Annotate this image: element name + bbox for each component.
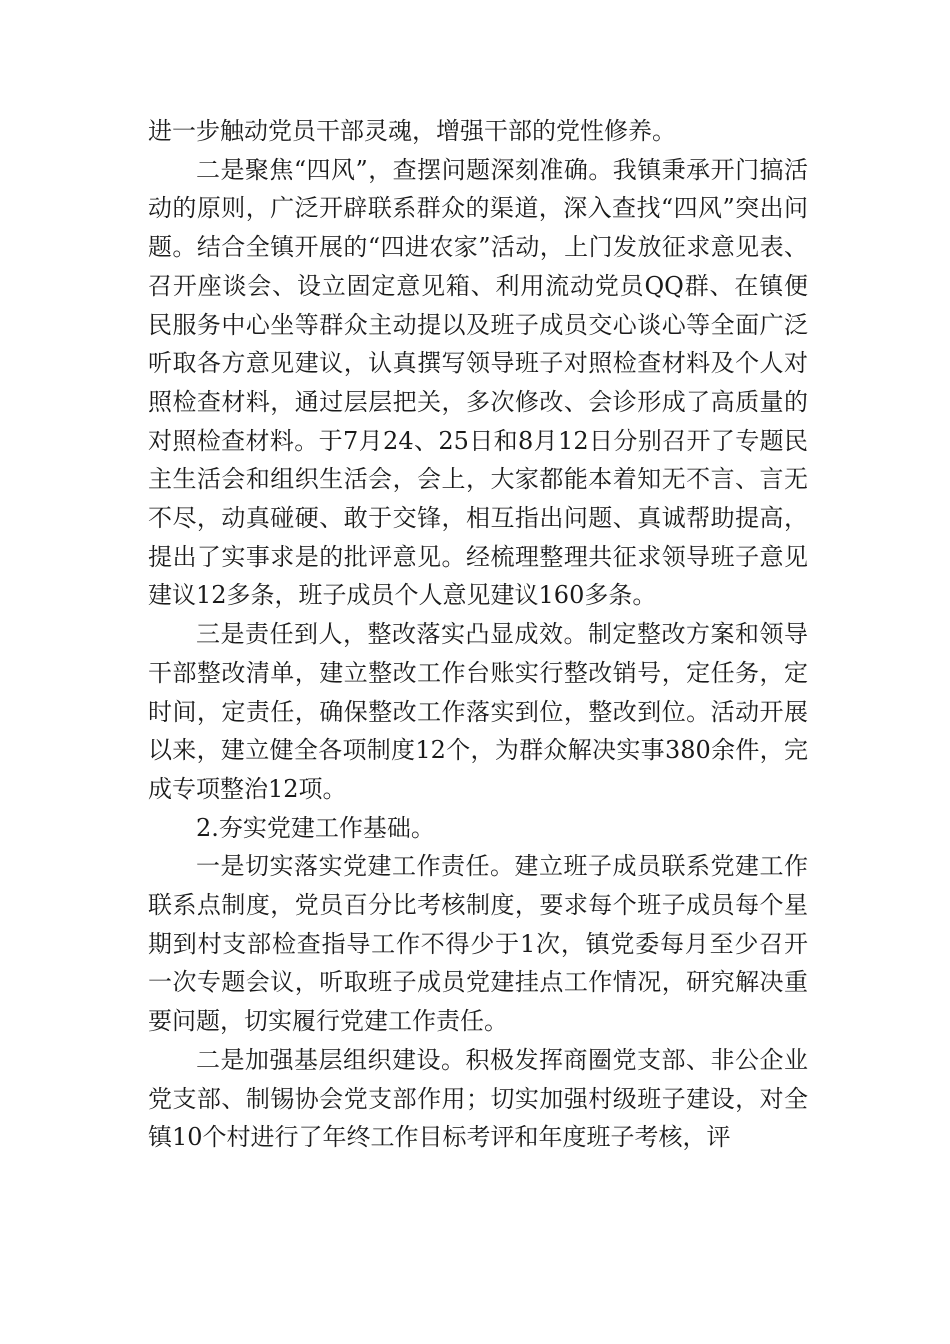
paragraph-3: 三是责任到人，整改落实凸显成效。制定整改方案和领导干部整改清单，建立整改工作台账实行整改销号，定任务，定时间，定责任，确保整改工作落实到位，整改到位。活动开展以来，建立健全各项制度12个，为群众解决实事380余件，完成专项整治12项。 bbox=[148, 620, 808, 803]
document-body bbox=[148, 112, 808, 1157]
paragraph-2: 二是聚焦“四风”，查摆问题深刻准确。我镇秉承开门搞活动的原则，广泛开辟联系群众的渠道，深入查找“四风”突出问题。结合全镇开展的“四进农家”活动，上门发放征求意见表、召开座谈会、设立固定意见箱、利用流动党员QQ群、在镇便民服务中心坐等群众主动提以及班子成员交心谈心等全面广泛听取各方意见建议，认真撰写领导班子对照检查材料及个人对照检查材料，通过层层把关，多次修改、会诊形成了高质量的对照检查材料。于7月24、25日和8月12日分别召开了专题民主生活会和组织生活会，会上，大家都能本着知无不言、言无不尽，动真碰硬、敢于交锋，相互指出问题、真诚帮助提高，提出了实事求是的批评意见。经梳理整理共征求领导班子意见建议12多条，班子成员个人意见建议160多条。 bbox=[148, 155, 808, 610]
paragraph-1: 进一步触动党员干部灵魂，增强干部的党性修养。 bbox=[148, 117, 676, 145]
paragraph-4-heading: 2.夯实党建工作基础。 bbox=[196, 813, 435, 842]
paragraph-5: 一是切实落实党建工作责任。建立班子成员联系党建工作联系点制度，党员百分比考核制度，要求每个班子成员每个星期到村支部检查指导工作不得少于1次，镇党委每月至少召开一次专题会议，听取班子成员党建挂点工作情况，研究解决重要问题，切实履行党建工作责任。 bbox=[148, 852, 808, 1036]
paragraph-6: 二是加强基层组织建设。积极发挥商圈党支部、非公企业党支部、制锡协会党支部作用；切实加强村级班子建设，对全镇10个村进行了年终工作目标考评和年度班子考核，评 bbox=[148, 1045, 808, 1152]
